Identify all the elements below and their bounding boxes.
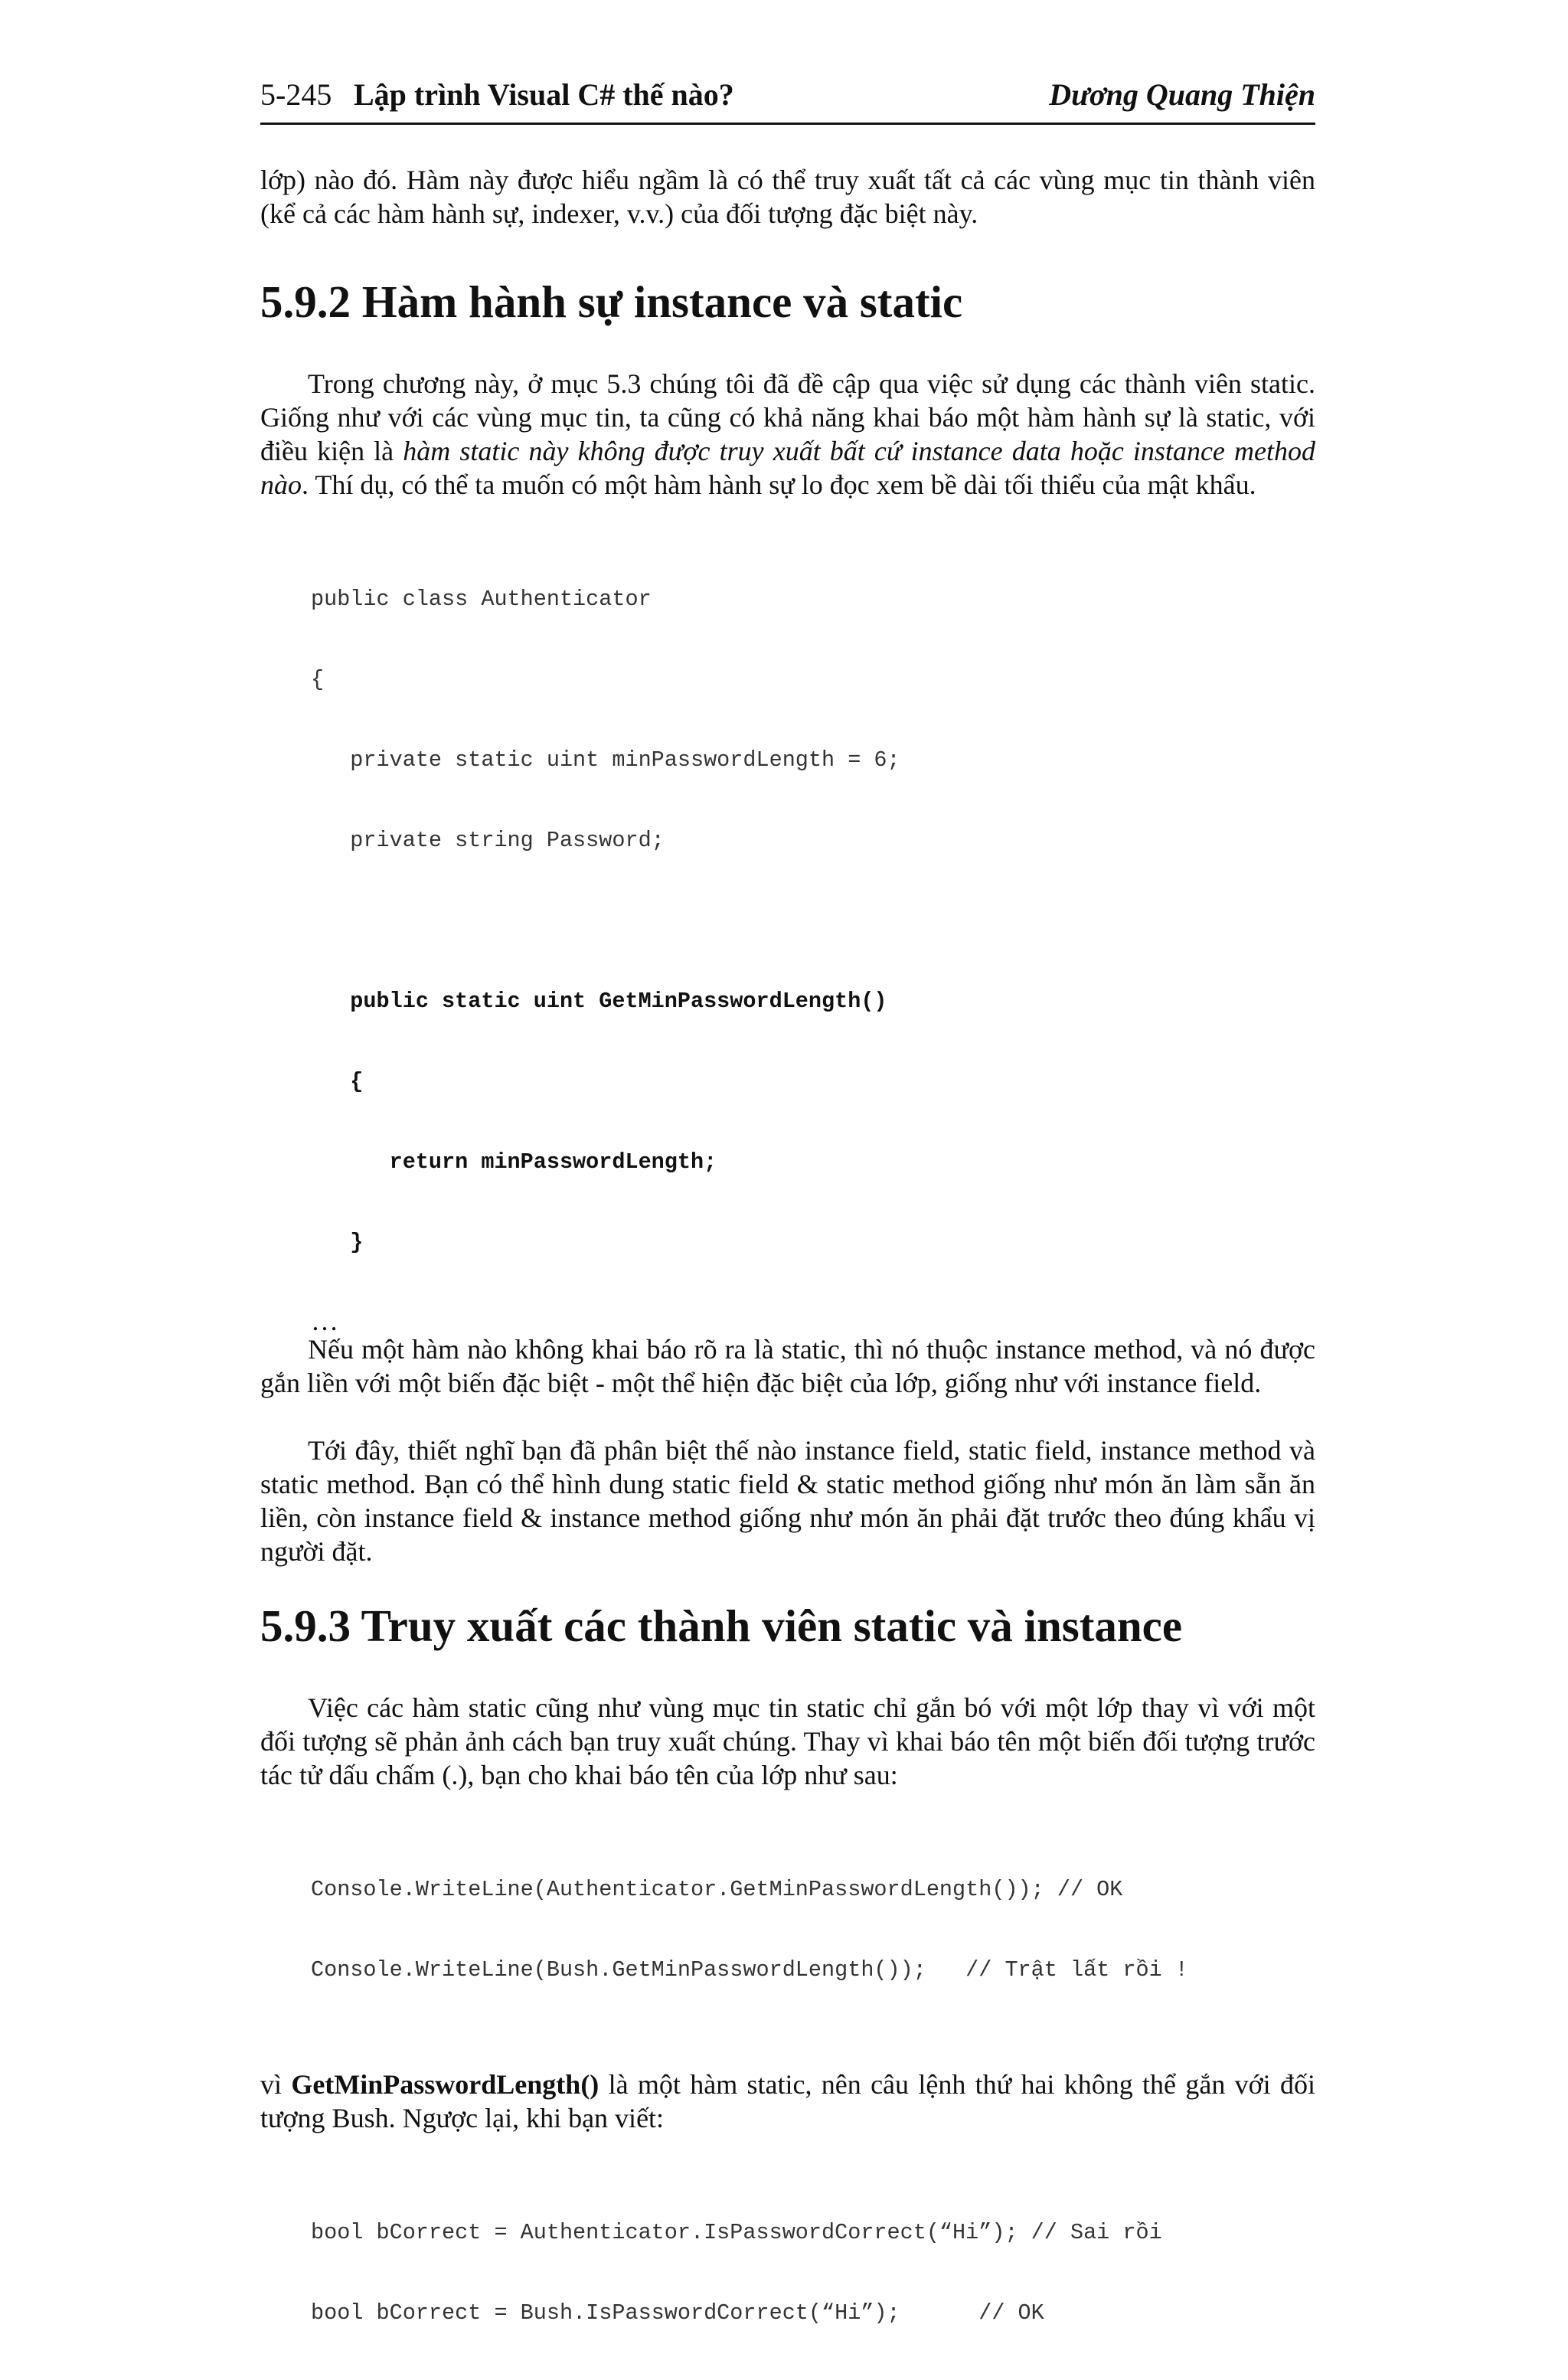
italic-emphasis: hàm static này không được truy xuất bất cứ instance data hoặc instance method nào: [260, 436, 1315, 500]
code-block-bcorrect: [311, 2166, 1315, 2380]
document-page: [260, 69, 1315, 2380]
code-line: bool bCorrect = Authenticator.IsPasswordCorrect(“Hi”); // Sai rồi: [311, 2220, 1162, 2245]
code-line-bold: }: [311, 1230, 364, 1255]
code-line: Console.WriteLine(Bush.GetMinPasswordLength()); // Trật lất rồi !: [311, 1957, 1188, 1983]
code-blank-line: [311, 907, 1315, 934]
paragraph-text: Trong chương này, ở mục 5.3 chúng tôi đã đề cập qua việc sử dụng các thành viên static. Giống như với các vùng mục tin, ta cũng có khả năng khai báo một hàm hành sự là static, với điều kiện là: [260, 368, 1315, 466]
code-line: {: [311, 667, 325, 692]
paragraph-text: . Thí dụ, có thể ta muốn có một hàm hành sự lo đọc xem bề dài tối thiểu của mật khẩu.: [302, 469, 1256, 500]
bold-method-name: GetMinPasswordLength(): [291, 2069, 599, 2100]
code-block-authenticator: [311, 532, 1315, 1309]
paragraph-text: vì: [260, 2069, 292, 2100]
code-line-bold: return minPasswordLength;: [311, 1149, 717, 1175]
code-line: private string Password;: [311, 828, 665, 853]
code-line: Console.WriteLine(Authenticator.GetMinPasswordLength()); // OK: [311, 1877, 1123, 1902]
section-5-9-2-paragraph-1: [260, 367, 1315, 502]
code-line: public class Authenticator: [311, 587, 652, 612]
code-ellipsis: …: [311, 1306, 338, 1336]
code-line: bool bCorrect = Bush.IsPasswordCorrect(“Hi”); // OK: [311, 2300, 1044, 2326]
section-heading-5-9-3: 5.9.3 Truy xuất các thành viên static và instance: [260, 1600, 1183, 1651]
paragraph-text: là một hàm static, nên câu lệnh thứ hai không thể gắn với đối tượng Bush. Ngược lại, khi bạn viết:: [260, 2069, 1315, 2133]
code-block-console: [311, 1823, 1315, 2037]
book-title: Lập trình Visual C# thế nào?: [354, 77, 734, 112]
page-number: 5-245: [260, 77, 332, 112]
author-name: Dương Quang Thiện: [1049, 77, 1315, 112]
section-5-9-3-paragraph-2: [260, 2068, 1315, 2135]
code-line-bold: {: [311, 1069, 364, 1094]
section-5-9-2-paragraph-2: Nếu một hàm nào không khai báo rõ ra là static, thì nó thuộc instance method, và nó được gắn liền với một biến đặc biệt - một thể hiện đặc biệt của lớp, giống như với instance field.: [260, 1334, 1315, 1398]
section-heading-5-9-2: 5.9.2 Hàm hành sự instance và static: [260, 276, 963, 327]
section-5-9-2-paragraph-3: Tới đây, thiết nghĩ bạn đã phân biệt thế nào instance field, static field, instance method và static method. Bạn có thể hình dung static field & static method giống như món ăn làm sẵn ăn liền, còn instance field & instance method giống như món ăn phải đặt trước theo đúng khẩu vị người đặt.: [260, 1435, 1315, 1567]
code-line: private static uint minPasswordLength = 6;: [311, 747, 900, 773]
page-header: [260, 69, 1315, 125]
code-line-bold: public static uint GetMinPasswordLength(): [311, 989, 887, 1014]
intro-paragraph: lớp) nào đó. Hàm này được hiểu ngầm là có thể truy xuất tất cả các vùng mục tin thành viên (kể cả các hàm hành sự, indexer, v.v.) của đối tượng đặc biệt này.: [260, 165, 1315, 229]
section-5-9-3-paragraph-1: Việc các hàm static cũng như vùng mục tin static chỉ gắn bó với một lớp thay vì với một đối tượng sẽ phản ảnh cách bạn truy xuất chúng. Thay vì khai báo tên một biến đối tượng trước tác tử dấu chấm (.), bạn cho khai báo tên của lớp như sau:: [260, 1692, 1315, 1790]
